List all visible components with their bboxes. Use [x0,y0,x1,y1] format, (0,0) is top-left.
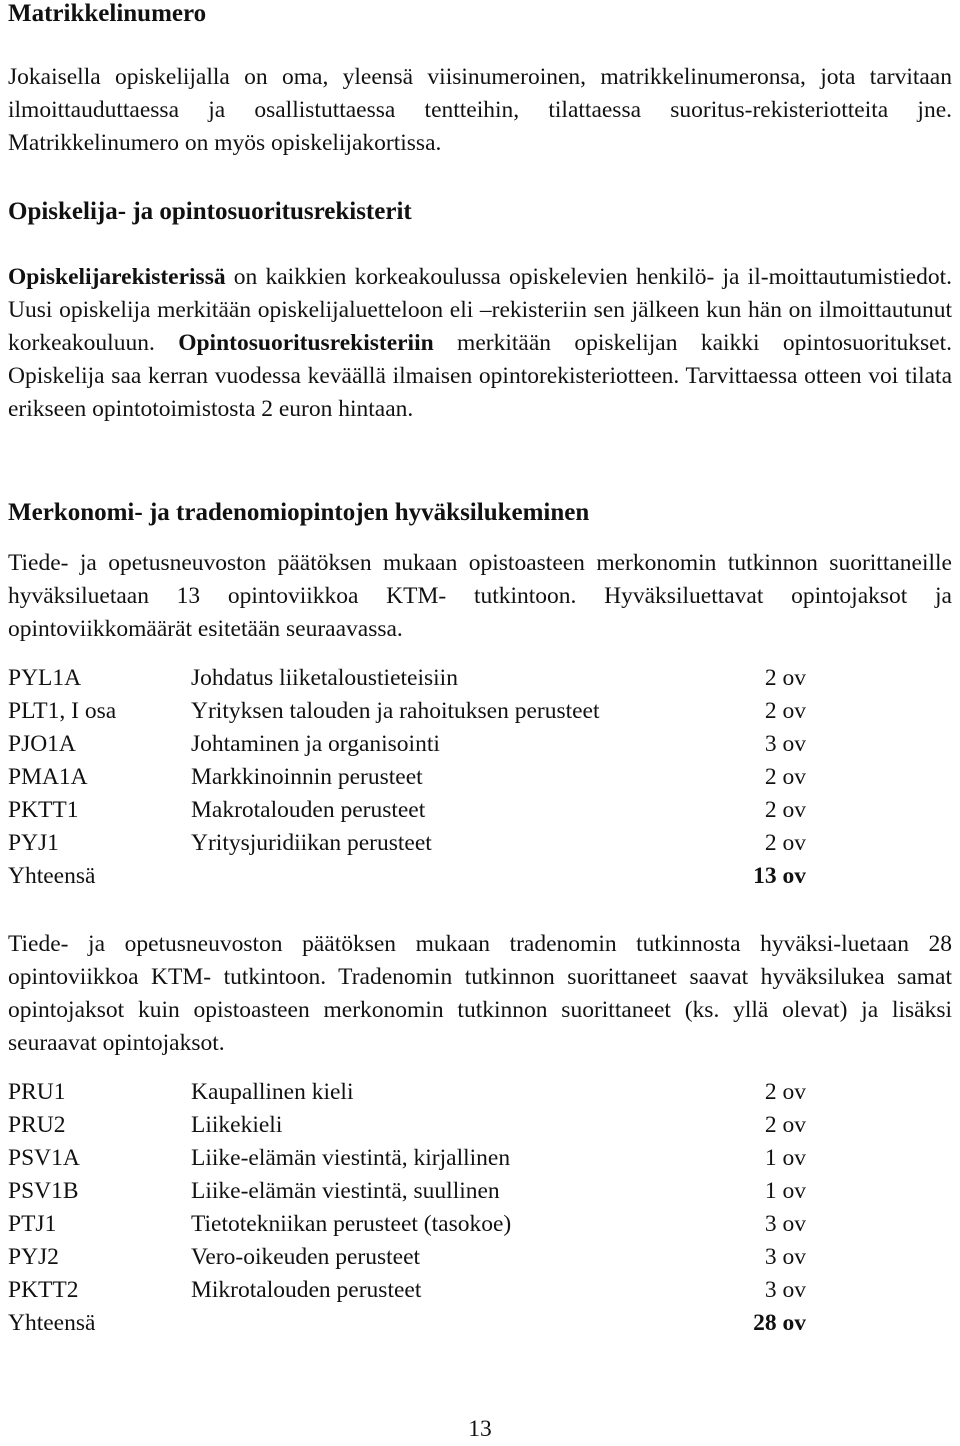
course-name: Vero-oikeuden perusteet [191,1244,421,1270]
course-name: Markkinoinnin perusteet [191,764,423,790]
course-name: Johtaminen ja organisointi [191,731,440,757]
table-total-row [8,860,952,893]
table-row [8,728,952,761]
course-code: PSV1A [8,1145,80,1171]
course-name: Liike-elämän viestintä, kirjallinen [191,1145,511,1171]
course-credits: 3 ov [764,1277,806,1303]
course-code: PTJ1 [8,1211,57,1237]
course-name: Yrityksen talouden ja rahoituksen perusteet [191,698,600,724]
course-credits: 3 ov [764,731,806,757]
course-credits: 2 ov [764,698,806,724]
course-credits: 1 ov [764,1145,806,1171]
heading-hyvaksilukeminen: Merkonomi- ja tradenomiopintojen hyväksilukeminen [8,499,590,526]
course-code: PJO1A [8,731,76,757]
course-name: Tietotekniikan perusteet (tasokoe) [191,1211,512,1237]
course-credits: 2 ov [764,764,806,790]
text-opiskelijarekisteri: on kaikkien korkeakoulussa opiskelevien henkilö- ja il-moittautumistiedot. Uusi opiskelija merkitään opiskelijaluetteloon eli –rekisteriin sen jälkeen kun hän on ilmoittautunut korkeakouluun. [8,264,952,356]
total-label: Yhteensä [8,863,96,889]
total-label: Yhteensä [8,1310,96,1336]
course-table-merkonomi [8,662,952,893]
term-opintosuoritusrekisteri: Opintosuoritusrekisteriin [178,330,434,356]
table-row [8,662,952,695]
course-name: Liike-elämän viestintä, suullinen [191,1178,500,1204]
text-opintosuoritusrekisteri: merkitään opiskelijan kaikki opintosuoritukset. Opiskelija saa kerran vuodessa keväällä ilmaisen opintorekisteriotteen. Tarvittaessa otteen voi tilata erikseen opintotoimistosta 2 euron hintaan. [8,330,952,422]
course-credits: 3 ov [764,1244,806,1270]
course-code: PKTT1 [8,797,79,823]
paragraph-merkonomi: Tiede- ja opetusneuvoston päätöksen mukaan opistoasteen merkonomin tutkinnon suorittaneille hyväksiluetaan 13 opintoviikkoa KTM- tutkintoon. Hyväksiluettavat opintojaksot ja opintoviikkomäärät esitetään seuraavassa. [8,550,952,642]
table-row [8,794,952,827]
course-name: Kaupallinen kieli [191,1079,354,1105]
course-code: PKTT2 [8,1277,79,1303]
course-name: Liikekieli [191,1112,283,1138]
course-credits: 2 ov [764,830,806,856]
table-row [8,1241,952,1274]
term-opiskelijarekisteri: Opiskelijarekisterissä [8,264,226,290]
course-credits: 2 ov [764,665,806,691]
table-row [8,827,952,860]
table-row [8,761,952,794]
heading-matrikkelinumero: Matrikkelinumero [8,0,207,27]
course-name: Johdatus liiketaloustieteisiin [191,665,458,691]
total-credits: 13 ov [753,863,806,889]
course-credits: 1 ov [764,1178,806,1204]
course-table-tradenomi [8,1076,952,1340]
course-code: PYJ2 [8,1244,59,1270]
course-code: PRU2 [8,1112,66,1138]
course-name: Makrotalouden perusteet [191,797,426,823]
paragraph-rekisterit [8,261,952,426]
course-code: PRU1 [8,1079,66,1105]
table-row [8,1076,952,1109]
table-total-row [8,1307,952,1340]
course-credits: 3 ov [764,1211,806,1237]
total-credits: 28 ov [753,1310,806,1336]
table-row [8,1274,952,1307]
course-credits: 2 ov [764,1112,806,1138]
table-row [8,1109,952,1142]
course-code: PSV1B [8,1178,79,1204]
table-row [8,1142,952,1175]
paragraph-matrikkelinumero: Jokaisella opiskelijalla on oma, yleensä viisinumeroinen, matrikkelinumeronsa, jota tarvitaan ilmoittauduttaessa ja osallistuttaessa tentteihin, tilattaessa suoritus-rekisteriotteita jne. Matrikkelinumero on myös opiskelijakortissa. [8,64,952,156]
course-credits: 2 ov [764,797,806,823]
paragraph-tradenomi: Tiede- ja opetusneuvoston päätöksen mukaan tradenomin tutkinnosta hyväksi-luetaan 28 opintoviikkoa KTM- tutkintoon. Tradenomin tutkinnon suorittaneet saavat hyväksilukea samat opintojaksot kuin opistoasteen merkonomin tutkinnon suorittaneet (ks. yllä olevat) ja lisäksi seuraavat opintojaksot. [8,931,952,1056]
table-row [8,1208,952,1241]
course-code: PYL1A [8,665,82,691]
table-row [8,695,952,728]
course-code: PMA1A [8,764,88,790]
course-name: Mikrotalouden perusteet [191,1277,422,1303]
heading-rekisterit: Opiskelija- ja opintosuoritusrekisterit [8,198,412,225]
course-code: PLT1, I osa [8,698,117,724]
course-code: PYJ1 [8,830,59,856]
course-credits: 2 ov [764,1079,806,1105]
page-number: 13 [468,1416,492,1442]
table-row [8,1175,952,1208]
course-name: Yritysjuridiikan perusteet [191,830,432,856]
